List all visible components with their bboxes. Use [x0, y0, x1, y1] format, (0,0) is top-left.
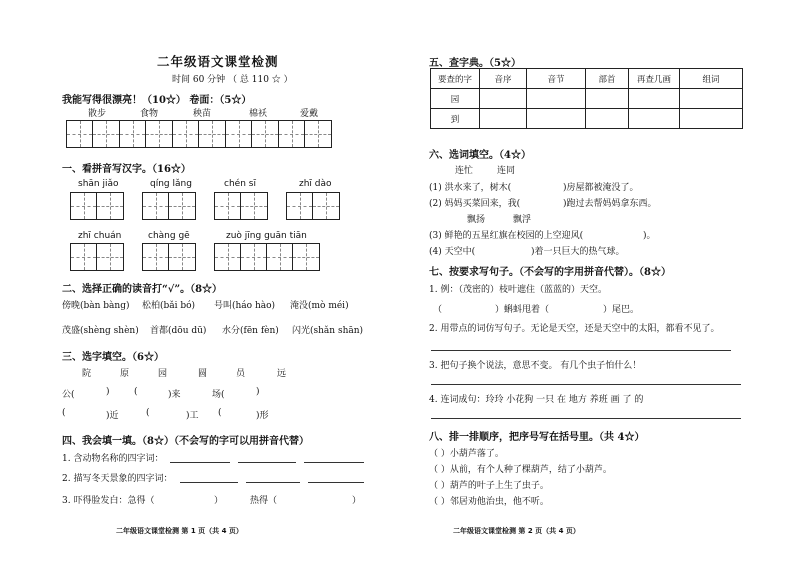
- rewrite-q3: 3. 把句子换个说法，意思不变。 有几个虫子怕什么！: [429, 361, 642, 371]
- answer-line[interactable]: [246, 482, 300, 483]
- rewrite-q1: 1. 例：（茂密的）枝叶遮住（蓝蓝的）天空。: [429, 285, 607, 295]
- pinyin-6: chàng gē: [148, 231, 190, 241]
- answer-cell[interactable]: [680, 89, 743, 109]
- fill-bracket: )来: [168, 390, 181, 400]
- fill-sentence: )着一只巨大的热气球。: [531, 247, 625, 257]
- answer-line[interactable]: [170, 462, 230, 463]
- answer-grid[interactable]: [286, 192, 340, 220]
- col-header: 音序: [480, 69, 527, 89]
- col-header: 组词: [680, 69, 743, 89]
- answer-grid[interactable]: [70, 192, 124, 220]
- table-row: [431, 109, 743, 129]
- rewrite-q1: （: [433, 305, 443, 315]
- fill-bracket: 公(: [62, 390, 75, 400]
- choice-char: 员: [236, 369, 246, 379]
- reading-item: 松柏(bǎi bó): [142, 301, 196, 311]
- answer-grid[interactable]: [214, 192, 268, 220]
- rewrite-q4: 4. 连词成句：玲玲 小花狗 一只 在 地方 养班 画 了 的: [429, 395, 644, 405]
- answer-cell[interactable]: [680, 109, 743, 129]
- fill-bracket: ): [256, 387, 260, 397]
- fill-sentence: )跑过去帮妈妈拿东西。: [563, 199, 657, 209]
- pinyin-5: zhī chuán: [78, 231, 122, 241]
- section-4-title: 四、我会填一填。（8☆）（不会写的字可以用拼音代替）: [62, 436, 309, 447]
- table-header-row: [431, 69, 743, 89]
- hw-grid-3[interactable]: [172, 120, 226, 148]
- rewrite-q1: ）尾巴。: [603, 305, 640, 315]
- rewrite-q1: ）蝌蚪甩着（: [495, 305, 550, 315]
- hw-word-1: 散步: [88, 109, 107, 119]
- section-5-title: 五、查字典。（5☆）: [429, 58, 521, 69]
- reading-item: 首都(dōu dū): [150, 326, 207, 336]
- fill-bracket: (: [146, 408, 150, 418]
- choice-char: 原: [120, 369, 130, 379]
- reading-item: 号叫(háo hào): [214, 301, 276, 311]
- fill-bracket: )工: [186, 411, 199, 421]
- answer-line[interactable]: [431, 350, 731, 351]
- answer-cell[interactable]: [629, 89, 680, 109]
- rewrite-q2: 2. 用带点的词仿写句子。无论是天空，还是天空中的太阳，都看不见了。: [429, 324, 720, 334]
- fill-q3a: 3. 吓得脸发白：急得（: [62, 496, 155, 506]
- fill-bracket: )近: [106, 411, 119, 421]
- word-choice: 飘浮: [513, 215, 532, 225]
- answer-line[interactable]: [431, 418, 741, 419]
- answer-cell[interactable]: [527, 89, 586, 109]
- answer-cell[interactable]: [480, 89, 527, 109]
- fill-q3b: ）: [214, 496, 224, 506]
- hw-grid-5[interactable]: [278, 120, 332, 148]
- page-title: 二年级语文课堂检测: [157, 54, 279, 69]
- section-2-title: 二、选择正确的读音打“√”。（8☆）: [62, 284, 223, 295]
- choice-char: 圆: [198, 369, 208, 379]
- answer-cell[interactable]: [586, 109, 629, 129]
- handwriting-label: 我能写得很漂亮！（10☆） 卷面：（5☆）: [62, 95, 252, 106]
- answer-line[interactable]: [304, 462, 364, 463]
- order-item[interactable]: （ ）从前，有个人种了棵葫芦，结了小葫芦。: [429, 465, 612, 475]
- answer-cell[interactable]: [586, 89, 629, 109]
- fill-bracket: (: [62, 408, 66, 418]
- col-header: 要查的字: [431, 69, 480, 89]
- choice-char: 远: [277, 369, 287, 379]
- hw-grid-4[interactable]: [225, 120, 279, 148]
- lookup-char: 到: [431, 109, 480, 129]
- section-1-title: 一、看拼音写汉字。（16☆）: [62, 164, 191, 175]
- order-item[interactable]: （ ）邻居劝他治虫，他不听。: [429, 497, 549, 507]
- answer-grid[interactable]: [142, 243, 196, 271]
- page-footer: 二年级语文课堂检测 第 1 页（共 4 页）: [116, 527, 243, 535]
- fill-bracket: )形: [256, 411, 269, 421]
- fill-bracket: (: [218, 408, 222, 418]
- fill-sentence: (3) 鲜艳的五星红旗在校园的上空迎风(: [429, 231, 584, 241]
- hw-word-2: 食物: [140, 109, 159, 119]
- answer-grid[interactable]: [142, 192, 196, 220]
- section-3-title: 三、选字填空。（6☆）: [62, 352, 164, 363]
- word-choice: 连忙: [455, 166, 474, 176]
- choice-char: 园: [158, 369, 168, 379]
- order-item[interactable]: （ ）葫芦的叶子上生了虫子。: [429, 481, 549, 491]
- answer-line[interactable]: [180, 482, 238, 483]
- col-header: 再查几画: [629, 69, 680, 89]
- hw-word-3: 秧苗: [193, 109, 212, 119]
- answer-line[interactable]: [238, 462, 296, 463]
- pinyin-3: chén sī: [224, 179, 256, 189]
- fill-bracket: ): [106, 387, 110, 397]
- fill-q3c: 热得（: [250, 496, 278, 506]
- fill-sentence: (1) 洪水来了，树木(: [429, 183, 512, 193]
- answer-cell[interactable]: [480, 109, 527, 129]
- fill-bracket: 场(: [212, 390, 225, 400]
- choice-char: 院: [82, 369, 92, 379]
- col-header: 音节: [527, 69, 586, 89]
- answer-grid[interactable]: [214, 243, 320, 271]
- pinyin-2: qíng lǎng: [150, 179, 192, 189]
- fill-q3d: ）: [352, 496, 362, 506]
- reading-item: 水分(fēn fèn): [222, 326, 279, 336]
- fill-bracket: (: [134, 387, 138, 397]
- lookup-char: 园: [431, 89, 480, 109]
- page-footer: 二年级语文课堂检测 第 2 页（共 4 页）: [453, 527, 580, 535]
- answer-line[interactable]: [308, 482, 364, 483]
- order-item[interactable]: （ ）小葫芦落了。: [429, 449, 504, 459]
- exam-subtitle: 时间 60 分钟 （ 总 110 ☆ ）: [172, 75, 293, 85]
- hw-grid-2[interactable]: [119, 120, 173, 148]
- reading-item: 淹没(mò méi): [290, 301, 349, 311]
- reading-item: 闪光(shǎn shān): [292, 326, 364, 336]
- reading-item: 茂盛(shèng shèn): [62, 326, 139, 336]
- pinyin-7: zuò jīng guān tiān: [226, 231, 307, 241]
- word-choice: 连同: [497, 166, 516, 176]
- dictionary-table: [430, 68, 743, 129]
- answer-line[interactable]: [431, 384, 741, 385]
- word-choice: 飘扬: [467, 215, 486, 225]
- reading-item: 傍晚(bàn bàng): [62, 301, 130, 311]
- answer-grid[interactable]: [70, 243, 124, 271]
- section-8-title: 八、排一排顺序，把序号写在括号里。（共 4☆）: [429, 432, 645, 443]
- fill-q1: 1. 含动物名称的四字词：: [62, 454, 164, 464]
- table-row: [431, 89, 743, 109]
- fill-sentence: (4) 天空中(: [429, 247, 476, 257]
- hw-word-4: 棉袄: [249, 109, 268, 119]
- answer-cell[interactable]: [527, 109, 586, 129]
- fill-q2: 2. 描写冬天景象的四字词：: [62, 474, 173, 484]
- fill-sentence: (2) 妈妈买菜回来，我(: [429, 199, 521, 209]
- hw-grid-1[interactable]: [66, 120, 120, 148]
- section-7-title: 七、按要求写句子。（不会写的字用拼音代替）。（8☆）: [429, 267, 671, 278]
- answer-cell[interactable]: [629, 109, 680, 129]
- col-header: 部首: [586, 69, 629, 89]
- fill-sentence: )。: [643, 231, 656, 241]
- section-6-title: 六、选词填空。（4☆）: [429, 150, 531, 161]
- hw-word-5: 爱戴: [300, 109, 319, 119]
- pinyin-1: shān jiǎo: [78, 179, 119, 189]
- pinyin-4: zhī dào: [299, 179, 332, 189]
- fill-sentence: )房屋都被淹没了。: [563, 183, 639, 193]
- page-2: [397, 0, 794, 561]
